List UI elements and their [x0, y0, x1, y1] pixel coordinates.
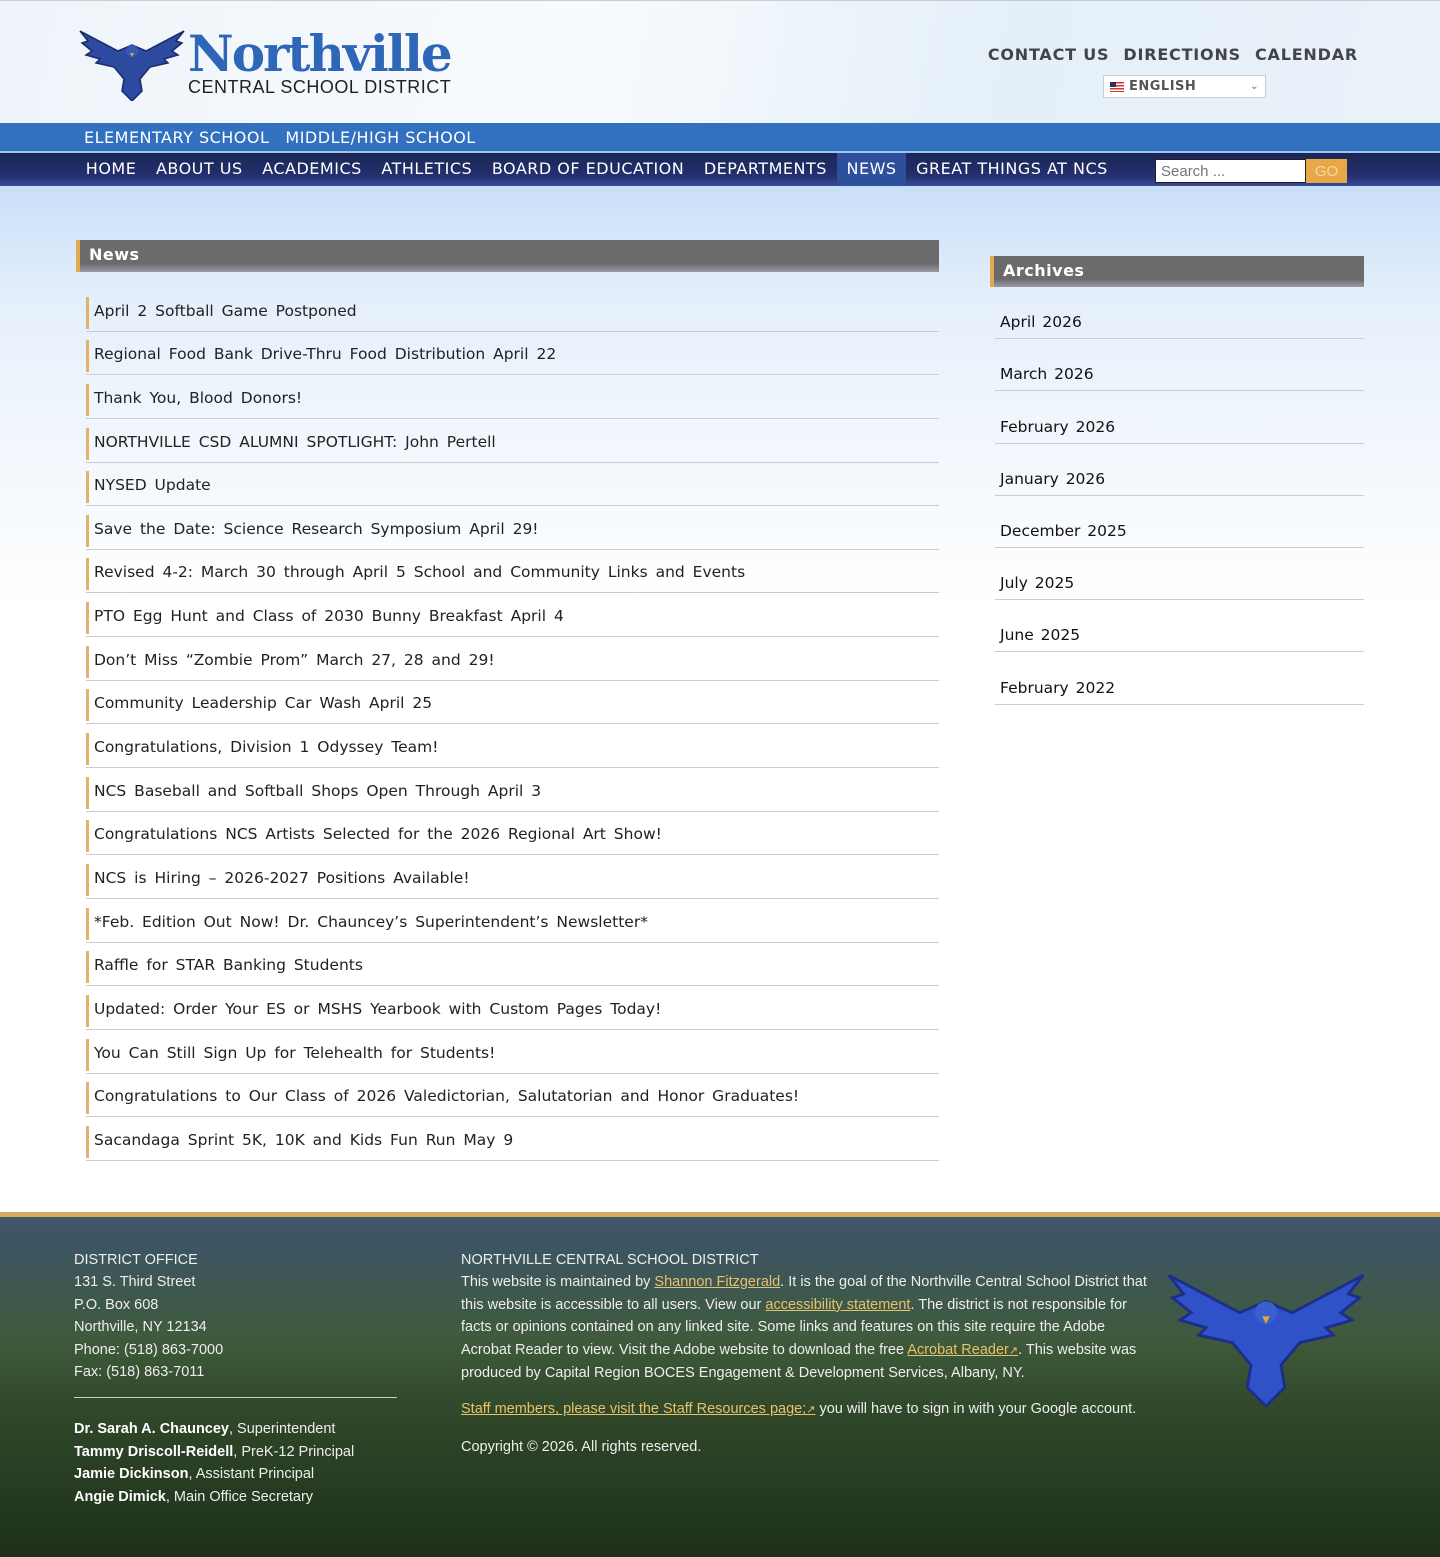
archive-link[interactable]: July 2025 — [1000, 574, 1075, 593]
staff-entry — [74, 1418, 397, 1440]
news-item — [86, 855, 939, 899]
archive-item — [995, 548, 1364, 600]
office-fax: Fax: (518) 863-7011 — [74, 1364, 205, 1381]
news-item — [86, 593, 939, 637]
acrobat-reader-link[interactable] — [907, 1342, 1018, 1358]
office-phone: Phone: (518) 863-7000 — [74, 1341, 224, 1358]
archive-item — [995, 496, 1364, 548]
news-item — [86, 899, 939, 943]
staff-name: Angie Dimick — [74, 1488, 166, 1505]
main-content — [0, 186, 1440, 1212]
external-link-icon: ↗ — [806, 1404, 816, 1417]
archive-item — [995, 444, 1364, 496]
news-item-link[interactable]: NORTHVILLE CSD ALUMNI SPOTLIGHT: John Pertell — [86, 428, 496, 460]
staff-name: Tammy Driscoll-Reidell — [74, 1443, 234, 1460]
nav-departments[interactable]: DEPARTMENTS — [703, 159, 827, 178]
archive-item — [995, 339, 1364, 391]
directions-link[interactable]: DIRECTIONS — [1123, 45, 1241, 64]
us-flag-icon — [1110, 82, 1124, 92]
site-header — [0, 0, 1440, 123]
news-item — [86, 419, 939, 463]
nav-home[interactable]: HOME — [85, 159, 137, 178]
news-item — [86, 637, 939, 681]
news-item-link[interactable]: NCS Baseball and Softball Shops Open Through April 3 — [86, 777, 541, 809]
news-heading: News — [76, 240, 939, 272]
staff-role: , Assistant Principal — [188, 1466, 315, 1483]
language-select[interactable] — [1103, 75, 1266, 98]
language-label: ENGLISH — [1129, 79, 1197, 94]
search-input[interactable] — [1155, 159, 1306, 183]
news-item-link[interactable]: Regional Food Bank Drive-Thru Food Distribution April 22 — [86, 340, 556, 372]
staff-entry — [74, 1441, 397, 1463]
news-item-link[interactable]: PTO Egg Hunt and Class of 2030 Bunny Breakfast April 4 — [86, 602, 564, 634]
office-po-box: P.O. Box 608 — [74, 1296, 159, 1313]
news-item — [86, 768, 939, 812]
divider — [74, 1397, 397, 1398]
site-footer — [0, 1212, 1440, 1557]
chevron-down-icon: ⌄ — [1250, 81, 1259, 92]
news-panel — [76, 240, 939, 1161]
site-logo[interactable] — [78, 24, 452, 101]
news-item — [86, 375, 939, 419]
school-nav — [0, 123, 1440, 153]
district-info — [461, 1249, 1151, 1472]
accessibility-paragraph — [461, 1271, 1151, 1384]
search-go-button[interactable]: GO — [1306, 159, 1347, 183]
news-item — [86, 332, 939, 376]
news-item-link[interactable]: NYSED Update — [86, 471, 211, 503]
staff-entry — [74, 1463, 397, 1485]
news-item — [86, 812, 939, 856]
news-item-link[interactable]: *Feb. Edition Out Now! Dr. Chauncey’s Superintendent’s Newsletter* — [86, 908, 648, 940]
staff-name: Dr. Sarah A. Chauncey — [74, 1421, 229, 1438]
news-item-link[interactable]: You Can Still Sign Up for Telehealth for Students! — [86, 1039, 495, 1071]
contact-us-link[interactable]: CONTACT US — [987, 45, 1110, 64]
news-item-link[interactable]: Updated: Order Your ES or MSHS Yearbook with Custom Pages Today! — [86, 995, 661, 1027]
text: . The district is not responsible for facts or opinions contained on any linked site. Some links and features on this site require the Adobe Acrobat Reader to view. Visit the Adobe website to download the free — [461, 1296, 1127, 1358]
news-item — [86, 724, 939, 768]
utility-links — [988, 45, 1358, 64]
link-text: Staff members, please visit the Staff Resources page; — [461, 1401, 807, 1418]
news-list — [86, 288, 939, 1161]
district-office — [74, 1249, 397, 1508]
nav-middle-high-school[interactable]: MIDDLE/HIGH SCHOOL — [285, 127, 476, 147]
news-item-link[interactable]: Save the Date: Science Research Symposium April 29! — [86, 515, 539, 547]
staff-entry — [74, 1486, 397, 1508]
nav-about-us[interactable]: ABOUT US — [155, 159, 243, 178]
staff-role: , Main Office Secretary — [165, 1488, 314, 1505]
news-item — [86, 1117, 939, 1161]
news-item — [86, 1030, 939, 1074]
archive-item — [995, 600, 1364, 652]
archive-link[interactable]: June 2025 — [1000, 626, 1081, 645]
nav-board-of-education[interactable]: BOARD OF EDUCATION — [491, 159, 685, 178]
archive-link[interactable]: March 2026 — [1000, 365, 1094, 384]
link-text: Acrobat Reader — [907, 1341, 1009, 1358]
news-item-link[interactable]: Sacandaga Sprint 5K, 10K and Kids Fun Run May 9 — [86, 1126, 513, 1158]
staff-role: , Superintendent — [229, 1421, 336, 1438]
copyright: Copyright © 2026. All rights reserved. — [461, 1438, 702, 1455]
district-title: NORTHVILLE CENTRAL SCHOOL DISTRICT — [461, 1252, 759, 1268]
archive-link[interactable]: February 2026 — [1000, 417, 1116, 436]
logo-name: Northville — [188, 24, 451, 83]
archive-link[interactable]: February 2022 — [1000, 678, 1116, 697]
news-item-link[interactable]: NCS is Hiring – 2026-2027 Positions Available! — [86, 864, 470, 896]
news-item — [86, 288, 939, 332]
nav-athletics[interactable]: ATHLETICS — [381, 159, 473, 178]
staff-role: , PreK-12 Principal — [233, 1443, 355, 1460]
archive-link[interactable]: December 2025 — [1000, 521, 1127, 540]
news-item — [86, 986, 939, 1030]
text: This website is maintained by — [461, 1274, 655, 1291]
archives-panel — [990, 256, 1364, 705]
news-item-link[interactable]: Thank You, Blood Donors! — [86, 384, 302, 416]
news-item — [86, 943, 939, 987]
news-item — [86, 681, 939, 725]
calendar-link[interactable]: CALENDAR — [1254, 45, 1358, 64]
search-form — [1155, 159, 1347, 183]
news-item-link[interactable]: Raffle for STAR Banking Students — [86, 951, 363, 983]
eagle-mascot-icon — [1165, 1267, 1367, 1407]
eagle-logo-icon — [78, 27, 186, 101]
news-item-link[interactable]: Congratulations NCS Artists Selected for the 2026 Regional Art Show! — [86, 820, 662, 852]
news-item-link[interactable]: Don’t Miss “Zombie Prom” March 27, 28 and 29! — [86, 646, 495, 678]
office-title: DISTRICT OFFICE — [74, 1252, 198, 1268]
external-link-icon: ↗ — [1008, 1344, 1019, 1357]
text: . This website was produced by Capital Region BOCES Engagement & Development Services, Albany, NY. — [461, 1341, 1137, 1382]
nav-great-things[interactable]: GREAT THINGS AT NCS — [916, 159, 1108, 178]
archives-list — [995, 287, 1364, 705]
archive-item — [995, 287, 1364, 339]
archive-item — [995, 391, 1364, 443]
logo-subtitle: CENTRAL SCHOOL DISTRICT — [188, 77, 452, 97]
nav-elementary-school[interactable]: ELEMENTARY SCHOOL — [84, 127, 270, 147]
staff-name: Jamie Dickinson — [74, 1466, 189, 1483]
nav-academics[interactable]: ACADEMICS — [262, 159, 362, 178]
nav-news[interactable]: NEWS — [837, 153, 907, 186]
archive-link[interactable]: January 2026 — [1000, 469, 1106, 488]
archives-heading: Archives — [990, 256, 1364, 287]
news-item-link[interactable]: April 2 Softball Game Postponed — [86, 297, 357, 329]
news-item-link[interactable]: Community Leadership Car Wash April 25 — [86, 689, 432, 721]
news-item — [86, 463, 939, 507]
archive-link[interactable]: April 2026 — [1000, 313, 1082, 332]
news-item — [86, 550, 939, 594]
maintainer-link[interactable]: Shannon Fitzgerald — [654, 1274, 781, 1291]
text: . It is the goal of the Northville Central School District that this website is accessible to all users. View our — [461, 1274, 1147, 1313]
office-address: 131 S. Third Street — [74, 1274, 196, 1291]
office-city: Northville, NY 12134 — [74, 1319, 207, 1336]
news-item — [86, 506, 939, 550]
news-item-link[interactable]: Revised 4-2: March 30 through April 5 School and Community Links and Events — [86, 558, 745, 590]
news-item — [86, 1074, 939, 1118]
news-item-link[interactable]: Congratulations, Division 1 Odyssey Team! — [86, 733, 438, 765]
news-item-link[interactable]: Congratulations to Our Class of 2026 Valedictorian, Salutatorian and Honor Graduates! — [86, 1082, 799, 1114]
archive-item — [995, 652, 1364, 704]
staff-resources-link[interactable] — [461, 1401, 815, 1417]
accessibility-statement-link[interactable]: accessibility statement — [765, 1296, 911, 1313]
text: you will have to sign in with your Google account. — [815, 1401, 1137, 1418]
staff-resources-paragraph — [461, 1398, 1151, 1421]
